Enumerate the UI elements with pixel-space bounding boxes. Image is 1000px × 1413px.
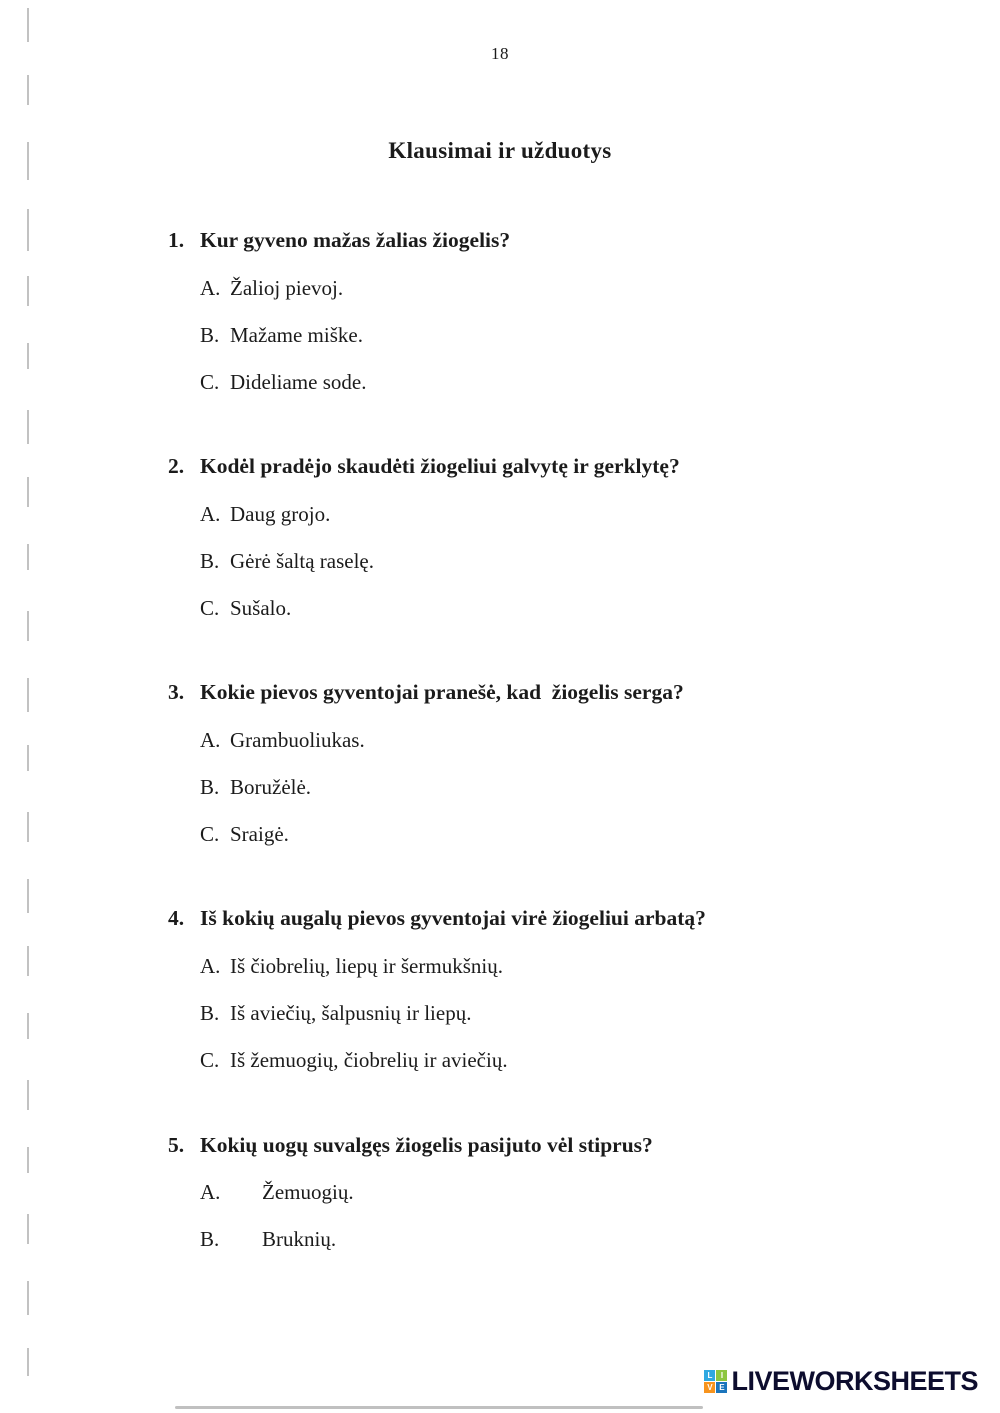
option-text: Žemuogių.	[262, 1180, 354, 1205]
option-label: C.	[200, 822, 220, 847]
logo-tile: E	[716, 1382, 727, 1393]
question-1	[168, 228, 920, 394]
question-5-heading	[168, 1133, 920, 1158]
option-label: A.	[200, 1180, 221, 1205]
question-text: Kokie pievos gyventojai pranešė, kad žiogelis serga?	[200, 680, 684, 705]
question-2	[168, 454, 920, 620]
question-number: 4.	[168, 906, 185, 931]
option-text: Boružėlė.	[230, 775, 312, 800]
option-label: B.	[200, 549, 220, 573]
question-5	[168, 1133, 920, 1252]
question-4-option-a	[200, 954, 920, 978]
scan-edge-artifact	[175, 1406, 703, 1409]
option-label: B.	[200, 1227, 220, 1252]
option-label: A.	[200, 275, 221, 300]
option-text: Sušalo.	[230, 596, 292, 621]
logo-tile: I	[716, 1370, 727, 1381]
option-text: Iš žemuogių, čiobrelių ir aviečių.	[230, 1048, 508, 1073]
question-3-option-a	[200, 728, 920, 752]
option-text: Daug grojo.	[230, 501, 331, 526]
question-4-option-c	[200, 1048, 920, 1072]
question-3-option-b	[200, 775, 920, 799]
option-text: Gėrė šaltą raselę.	[230, 549, 374, 573]
page-title: Klausimai ir užduotys	[388, 138, 612, 163]
option-label: B.	[200, 775, 220, 800]
question-2-option-c	[200, 596, 920, 620]
option-label: B.	[200, 322, 220, 347]
liveworksheets-logo-icon	[704, 1370, 727, 1393]
liveworksheets-brand-text: LIVEWORKSHEETS	[731, 1366, 978, 1396]
option-label: A.	[200, 728, 221, 752]
page-number: 18	[491, 44, 509, 63]
question-1-option-a	[200, 276, 920, 300]
question-4	[168, 906, 920, 1072]
question-1-option-b	[200, 323, 920, 347]
question-5-option-b	[200, 1227, 920, 1251]
question-text: Kodėl pradėjo skaudėti žiogeliui galvytę ir gerklytę?	[200, 454, 680, 479]
question-5-option-a	[200, 1180, 920, 1204]
question-1-heading	[168, 228, 920, 253]
logo-tile: L	[704, 1370, 715, 1381]
question-2-heading	[168, 454, 920, 479]
option-label: A.	[200, 501, 221, 526]
option-text: Bruknių.	[262, 1227, 337, 1252]
logo-tile: V	[704, 1382, 715, 1393]
option-label: A.	[200, 954, 221, 979]
option-label: C.	[200, 596, 220, 621]
liveworksheets-footer[interactable]	[704, 1366, 978, 1397]
question-4-option-b	[200, 1001, 920, 1025]
option-text: Grambuoliukas.	[230, 728, 365, 752]
question-text: Kokių uogų suvalgęs žiogelis pasijuto vėl stiprus?	[200, 1132, 653, 1157]
question-list	[168, 228, 920, 1252]
question-number: 5.	[168, 1132, 185, 1157]
question-number: 3.	[168, 680, 185, 705]
option-text: Mažame miške.	[230, 322, 363, 347]
question-number: 1.	[168, 228, 185, 252]
option-label: C.	[200, 370, 220, 394]
question-text: Iš kokių augalų pievos gyventojai virė žiogeliui arbatą?	[200, 906, 706, 931]
question-number: 2.	[168, 454, 185, 479]
question-2-option-a	[200, 502, 920, 526]
question-3-heading	[168, 680, 920, 705]
option-label: C.	[200, 1048, 220, 1073]
question-4-heading	[168, 906, 920, 931]
question-1-option-c	[200, 370, 920, 394]
option-text: Iš aviečių, šalpusnių ir liepų.	[230, 1001, 472, 1026]
question-2-option-b	[200, 549, 920, 573]
option-text: Iš čiobrelių, liepų ir šermukšnių.	[230, 954, 503, 979]
option-text: Žalioj pievoj.	[230, 275, 344, 300]
question-3-option-c	[200, 822, 920, 846]
option-text: Sraigė.	[230, 822, 289, 847]
question-3	[168, 680, 920, 846]
option-text: Dideliame sode.	[230, 370, 367, 394]
question-text: Kur gyveno mažas žalias žiogelis?	[200, 228, 511, 252]
option-label: B.	[200, 1001, 220, 1026]
